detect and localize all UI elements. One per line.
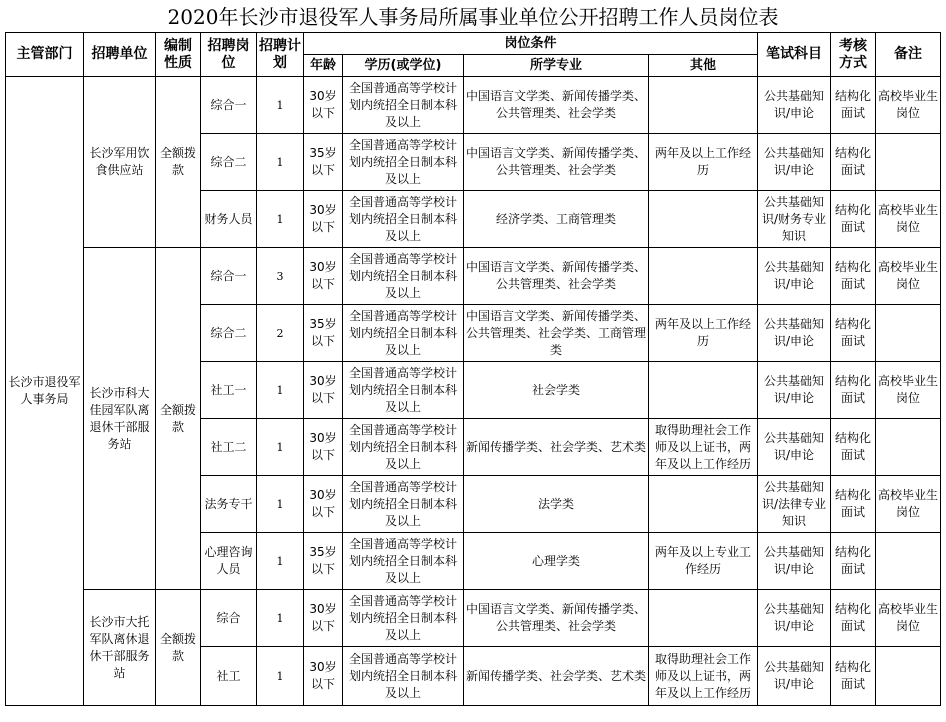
unit-cell: 长沙军用饮食供应站 [84,77,156,248]
method-cell: 结构化面试 [831,248,876,305]
position-cell: 财务人员 [201,191,257,248]
nature-cell: 全额拨款 [156,248,201,590]
method-cell: 结构化面试 [831,419,876,476]
other-cell: 取得助理社会工作师及以上证书，两年及以上工作经历 [649,419,758,476]
unit-cell: 长沙市大托军队离休退休干部服务站 [84,590,156,706]
unit-cell: 长沙市科大佳园军队离退休干部服务站 [84,248,156,590]
education-cell: 全国普通高等学校计划内统招全日制本科及以上 [343,419,464,476]
plan-cell: 1 [257,362,304,419]
education-cell: 全国普通高等学校计划内统招全日制本科及以上 [343,533,464,590]
other-cell: 两年及以上工作经历 [649,134,758,191]
exam-cell: 公共基础知识/财务专业知识 [758,191,831,248]
age-cell: 30岁以下 [304,191,343,248]
exam-cell: 公共基础知识/法律专业知识 [758,476,831,533]
plan-cell: 2 [257,305,304,362]
method-cell: 结构化面试 [831,476,876,533]
remark-cell: 高校毕业生岗位 [876,362,941,419]
header-nature: 编制性质 [156,33,201,77]
remark-cell: 高校毕业生岗位 [876,476,941,533]
exam-cell: 公共基础知识/申论 [758,248,831,305]
major-cell: 法学类 [464,476,649,533]
remark-cell [876,533,941,590]
age-cell: 30岁以下 [304,77,343,134]
major-cell: 中国语言文学类、新闻传播学类、公共管理类、社会学类 [464,248,649,305]
position-cell: 社工一 [201,362,257,419]
nature-cell: 全额拨款 [156,590,201,706]
major-cell: 中国语言文学类、新闻传播学类、公共管理类、社会学类 [464,77,649,134]
position-cell: 综合一 [201,77,257,134]
position-cell: 心理咨询人员 [201,533,257,590]
document-title: 2020年长沙市退役军人事务局所属事业单位公开招聘工作人员岗位表 [167,5,779,29]
exam-cell: 公共基础知识/申论 [758,134,831,191]
major-cell: 中国语言文学类、新闻传播学类、公共管理类、社会学类 [464,134,649,191]
header-education: 学历(或学位) [343,55,464,77]
major-cell: 经济学类、工商管理类 [464,191,649,248]
plan-cell: 1 [257,476,304,533]
age-cell: 30岁以下 [304,362,343,419]
remark-cell: 高校毕业生岗位 [876,590,941,647]
header-major: 所学专业 [464,55,649,77]
position-cell: 社工 [201,647,257,706]
education-cell: 全国普通高等学校计划内统招全日制本科及以上 [343,134,464,191]
other-cell [649,77,758,134]
plan-cell: 1 [257,134,304,191]
other-cell [649,191,758,248]
remark-cell [876,647,941,706]
header-other: 其他 [649,55,758,77]
age-cell: 30岁以下 [304,419,343,476]
education-cell: 全国普通高等学校计划内统招全日制本科及以上 [343,362,464,419]
other-cell: 两年及以上专业工作经历 [649,533,758,590]
other-cell [649,476,758,533]
exam-cell: 公共基础知识/申论 [758,362,831,419]
major-cell: 心理学类 [464,533,649,590]
remark-cell [876,305,941,362]
header-remark: 备注 [876,33,941,77]
other-cell [649,590,758,647]
major-cell: 中国语言文学类、新闻传播学类、公共管理类、社会学类 [464,590,649,647]
exam-cell: 公共基础知识/申论 [758,590,831,647]
remark-cell: 高校毕业生岗位 [876,77,941,134]
age-cell: 30岁以下 [304,248,343,305]
header-dept: 主管部门 [6,33,84,77]
position-cell: 法务专干 [201,476,257,533]
other-cell: 两年及以上工作经历 [649,305,758,362]
remark-cell [876,419,941,476]
education-cell: 全国普通高等学校计划内统招全日制本科及以上 [343,248,464,305]
header-exam: 笔试科目 [758,33,831,77]
education-cell: 全国普通高等学校计划内统招全日制本科及以上 [343,305,464,362]
method-cell: 结构化面试 [831,590,876,647]
other-cell [649,248,758,305]
plan-cell: 1 [257,647,304,706]
plan-cell: 1 [257,419,304,476]
method-cell: 结构化面试 [831,77,876,134]
position-cell: 综合 [201,590,257,647]
major-cell: 新闻传播学类、社会学类、艺术类 [464,647,649,706]
table-row [6,248,941,305]
plan-cell: 3 [257,248,304,305]
age-cell: 35岁以下 [304,305,343,362]
department-cell: 长沙市退役军人事务局 [6,77,84,706]
other-cell [649,362,758,419]
plan-cell: 1 [257,77,304,134]
remark-cell: 高校毕业生岗位 [876,248,941,305]
nature-cell: 全额拨款 [156,77,201,248]
header-age: 年龄 [304,55,343,77]
plan-cell: 1 [257,191,304,248]
method-cell: 结构化面试 [831,305,876,362]
table-row [6,590,941,647]
age-cell: 35岁以下 [304,533,343,590]
major-cell: 中国语言文学类、新闻传播学类、公共管理类、社会学类、工商管理类 [464,305,649,362]
education-cell: 全国普通高等学校计划内统招全日制本科及以上 [343,476,464,533]
remark-cell: 高校毕业生岗位 [876,191,941,248]
method-cell: 结构化面试 [831,533,876,590]
exam-cell: 公共基础知识/申论 [758,77,831,134]
header-position: 招聘岗位 [201,33,257,77]
plan-cell: 1 [257,590,304,647]
remark-cell [876,134,941,191]
method-cell: 结构化面试 [831,362,876,419]
education-cell: 全国普通高等学校计划内统招全日制本科及以上 [343,77,464,134]
method-cell: 结构化面试 [831,134,876,191]
exam-cell: 公共基础知识/申论 [758,419,831,476]
header-plan: 招聘计划 [257,33,304,77]
header-row-1 [6,33,941,55]
header-conditions: 岗位条件 [304,33,758,55]
position-cell: 综合二 [201,305,257,362]
method-cell: 结构化面试 [831,647,876,706]
exam-cell: 公共基础知识/申论 [758,305,831,362]
education-cell: 全国普通高等学校计划内统招全日制本科及以上 [343,647,464,706]
major-cell: 社会学类 [464,362,649,419]
header-unit: 招聘单位 [84,33,156,77]
plan-cell: 1 [257,533,304,590]
age-cell: 30岁以下 [304,647,343,706]
education-cell: 全国普通高等学校计划内统招全日制本科及以上 [343,191,464,248]
recruitment-table [5,32,941,706]
education-cell: 全国普通高等学校计划内统招全日制本科及以上 [343,590,464,647]
other-cell: 取得助理社会工作师及以上证书，两年及以上工作经历 [649,647,758,706]
age-cell: 35岁以下 [304,134,343,191]
method-cell: 结构化面试 [831,191,876,248]
position-cell: 社工二 [201,419,257,476]
position-cell: 综合二 [201,134,257,191]
header-method: 考核方式 [831,33,876,77]
exam-cell: 公共基础知识/申论 [758,647,831,706]
exam-cell: 公共基础知识/申论 [758,533,831,590]
major-cell: 新闻传播学类、社会学类、艺术类 [464,419,649,476]
age-cell: 30岁以下 [304,476,343,533]
table-row [6,77,941,134]
position-cell: 综合一 [201,248,257,305]
age-cell: 30岁以下 [304,590,343,647]
